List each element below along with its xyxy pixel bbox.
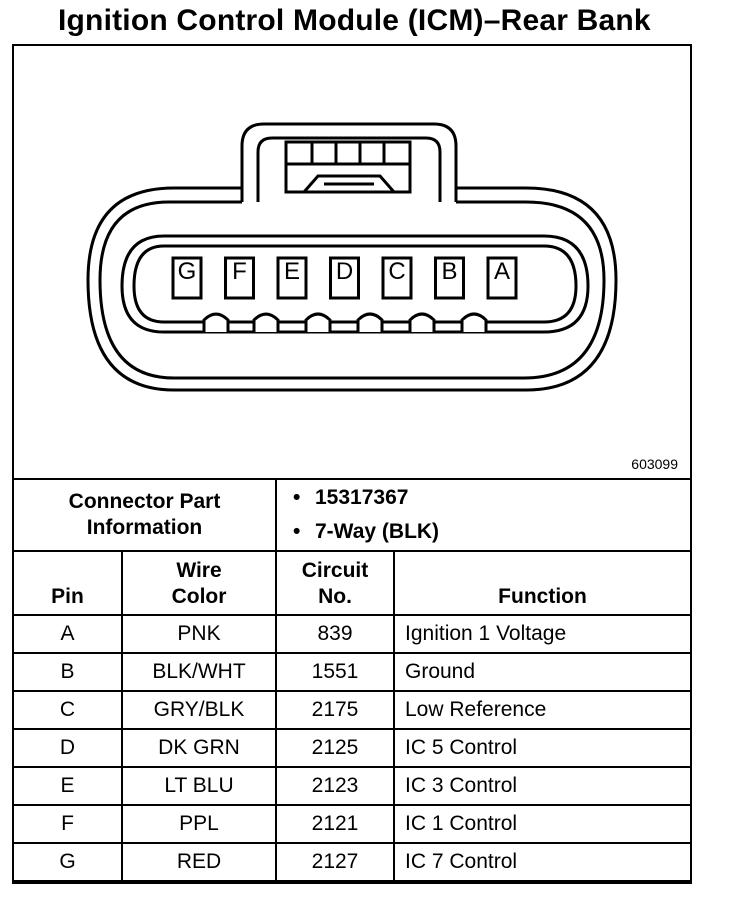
table-row bbox=[14, 653, 690, 691]
pin-cell: D bbox=[14, 729, 122, 767]
function-cell: IC 1 Control bbox=[394, 805, 690, 843]
pin-cell: E bbox=[14, 767, 122, 805]
pin-cell: A bbox=[14, 615, 122, 653]
function-cell: Ground bbox=[394, 653, 690, 691]
wire-color-cell: PPL bbox=[122, 805, 276, 843]
table-row bbox=[14, 615, 690, 653]
pin-label-f: F bbox=[232, 258, 247, 285]
table-row bbox=[14, 843, 690, 881]
circuit-cell: 839 bbox=[276, 615, 394, 653]
header-circuit: Circuit No. bbox=[276, 551, 394, 615]
diagram-frame bbox=[12, 44, 692, 884]
wire-color-cell: DK GRN bbox=[122, 729, 276, 767]
wire-color-cell: BLK/WHT bbox=[122, 653, 276, 691]
pinout-table bbox=[14, 478, 690, 882]
table-header bbox=[14, 551, 690, 615]
pin-label-a: A bbox=[493, 258, 511, 285]
page-title: Ignition Control Module (ICM)–Rear Bank bbox=[58, 4, 651, 37]
wire-color-cell: LT BLU bbox=[122, 767, 276, 805]
function-cell: Low Reference bbox=[394, 691, 690, 729]
circuit-cell: 2125 bbox=[276, 729, 394, 767]
function-cell: IC 3 Control bbox=[394, 767, 690, 805]
pin-cell: F bbox=[14, 805, 122, 843]
circuit-cell: 2175 bbox=[276, 691, 394, 729]
wire-color-cell: GRY/BLK bbox=[122, 691, 276, 729]
pin-cell: G bbox=[14, 843, 122, 881]
part-info-label: Connector Part Information bbox=[14, 479, 276, 551]
part-number: • 15317367 bbox=[315, 481, 690, 515]
connector-diagram bbox=[14, 46, 690, 478]
table-row bbox=[14, 729, 690, 767]
table-row bbox=[14, 691, 690, 729]
part-info-row bbox=[14, 479, 690, 551]
pin-cell: B bbox=[14, 653, 122, 691]
circuit-cell: 2123 bbox=[276, 767, 394, 805]
table-row bbox=[14, 805, 690, 843]
function-cell: Ignition 1 Voltage bbox=[394, 615, 690, 653]
wire-color-cell: PNK bbox=[122, 615, 276, 653]
header-pin: Pin bbox=[14, 551, 122, 615]
function-cell: IC 5 Control bbox=[394, 729, 690, 767]
function-cell: IC 7 Control bbox=[394, 843, 690, 881]
wire-color-cell: RED bbox=[122, 843, 276, 881]
header-wire-color: Wire Color bbox=[122, 551, 276, 615]
table-row bbox=[14, 767, 690, 805]
part-info-list bbox=[276, 479, 690, 551]
pin-label-c: C bbox=[388, 258, 406, 285]
pin-label-g: G bbox=[177, 258, 197, 285]
figure-id: 603099 bbox=[631, 456, 678, 472]
circuit-cell: 1551 bbox=[276, 653, 394, 691]
circuit-cell: 2121 bbox=[276, 805, 394, 843]
pin-label-d: D bbox=[335, 258, 354, 285]
circuit-cell: 2127 bbox=[276, 843, 394, 881]
pin-label-e: E bbox=[283, 258, 301, 285]
header-function: Function bbox=[394, 551, 690, 615]
pin-label-b: B bbox=[441, 258, 458, 285]
connector-type: • 7-Way (BLK) bbox=[315, 515, 690, 549]
pin-cell: C bbox=[14, 691, 122, 729]
